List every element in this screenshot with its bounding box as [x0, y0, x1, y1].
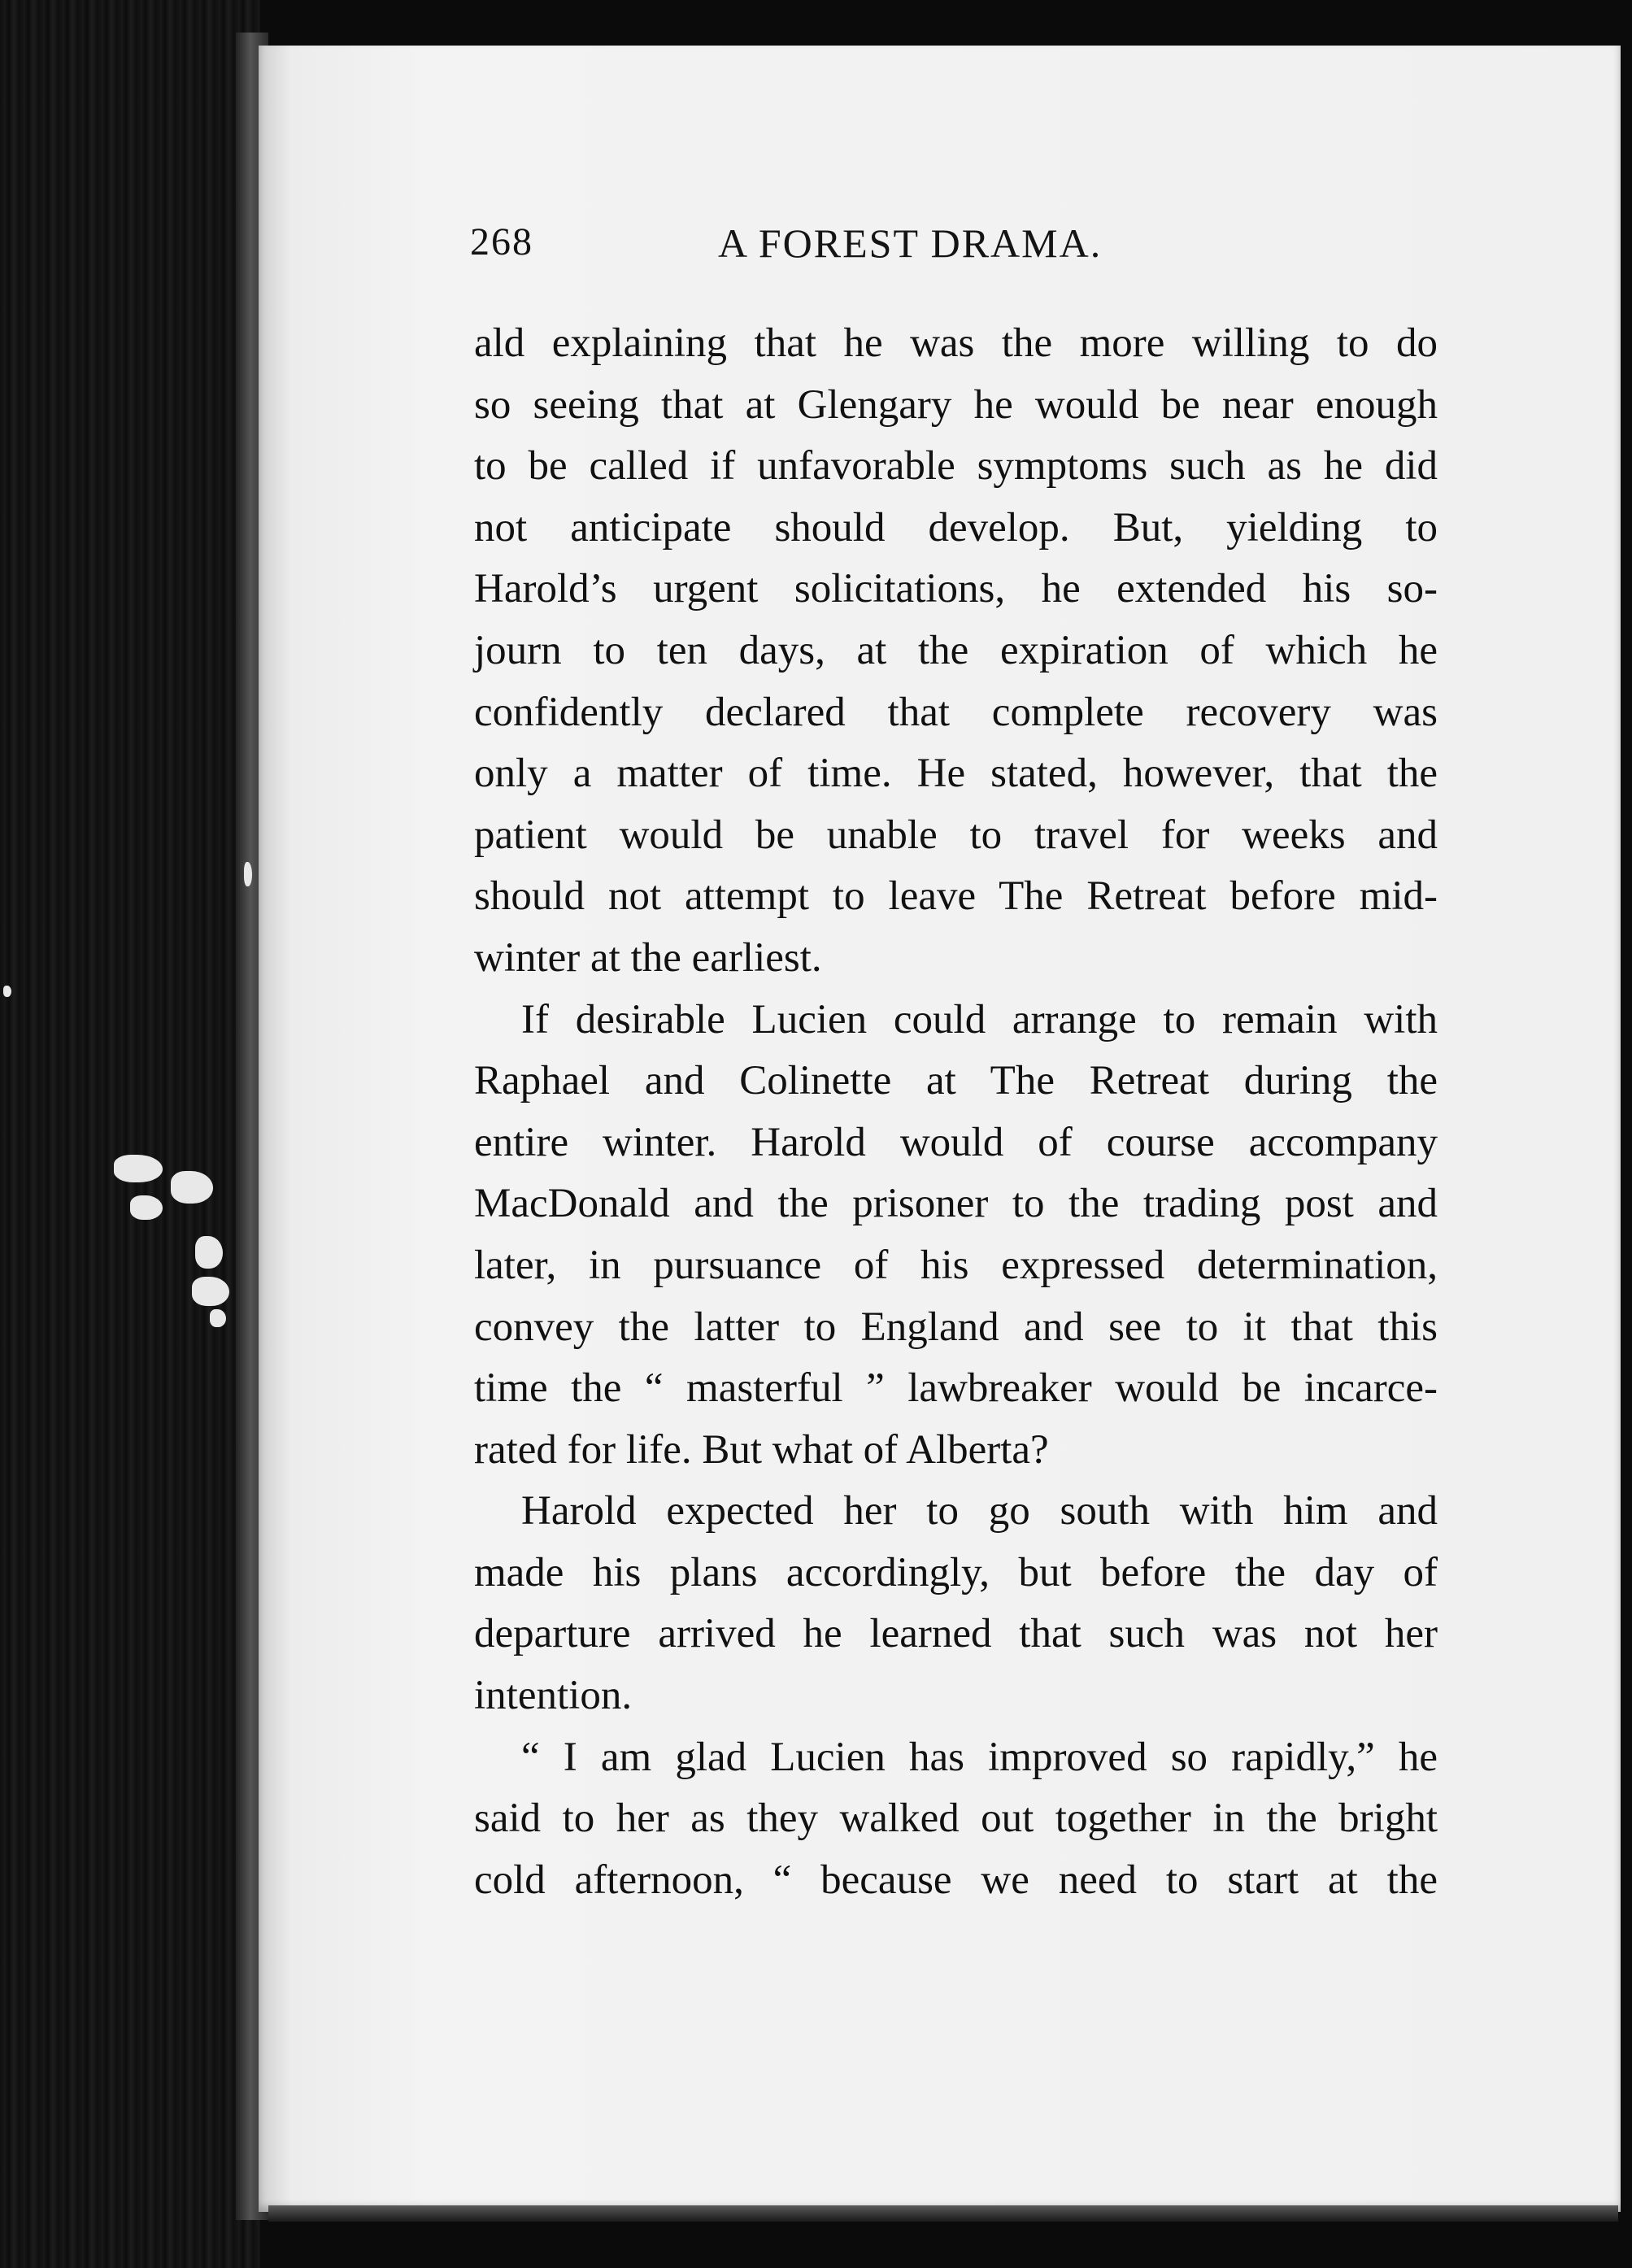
text-line: made his plans accordingly, but before the day of — [474, 1549, 1438, 1595]
binding-speck — [244, 862, 252, 886]
text-line: to be called if unfavorable symptoms such as he did — [474, 443, 1438, 490]
text-line: If desirable Lucien could arrange to remain with — [521, 996, 1438, 1043]
text-line: patient would be unable to travel for weeks and — [474, 812, 1438, 858]
text-line: time the “ masterful ” lawbreaker would be incarce- — [474, 1365, 1438, 1412]
text-line: Harold expected her to go south with him and — [521, 1488, 1438, 1534]
binding-speck — [210, 1309, 226, 1327]
body-text — [474, 313, 1438, 1911]
running-title: A FOREST DRAMA. — [718, 220, 1103, 266]
text-line: only a matter of time. He stated, however, that the — [474, 751, 1438, 797]
text-line: intention. — [474, 1673, 633, 1719]
book-binding — [0, 0, 260, 2268]
page-number: 268 — [470, 220, 533, 263]
text-line: cold afternoon, “ because we need to start at the — [474, 1857, 1438, 1903]
text-line: not anticipate should develop. But, yielding to — [474, 504, 1438, 551]
text-line: “ I am glad Lucien has improved so rapidly,” he — [521, 1734, 1438, 1780]
text-line: entire winter. Harold would of course accompany — [474, 1119, 1438, 1165]
page-header — [470, 220, 1425, 285]
text-line: confidently declared that complete recovery was — [474, 689, 1438, 735]
text-line: ald explaining that he was the more willing to do — [474, 320, 1438, 366]
text-line: rated for life. But what of Alberta? — [474, 1426, 1049, 1473]
text-line: convey the latter to England and see to it that this — [474, 1304, 1438, 1350]
text-line: departure arrived he learned that such was not her — [474, 1611, 1438, 1657]
binding-speck — [114, 1155, 163, 1182]
binding-speck — [195, 1236, 223, 1269]
text-line: later, in pursuance of his expressed determination, — [474, 1242, 1438, 1288]
text-line: MacDonald and the prisoner to the trading post and — [474, 1181, 1438, 1227]
text-line: journ to ten days, at the expiration of which he — [474, 627, 1438, 673]
text-line: so seeing that at Glengary he would be near enough — [474, 381, 1438, 428]
binding-speck — [130, 1195, 163, 1220]
binding-speck — [192, 1277, 229, 1306]
binding-speck — [3, 986, 11, 997]
binding-speck — [171, 1171, 213, 1204]
text-line: said to her as they walked out together in the bright — [474, 1796, 1438, 1842]
text-line: Harold’s urgent solicitations, he extended his so- — [474, 566, 1438, 612]
text-line: should not attempt to leave The Retreat before mid- — [474, 873, 1438, 920]
text-line: winter at the earliest. — [474, 934, 822, 981]
text-line: Raphael and Colinette at The Retreat during the — [474, 1058, 1438, 1104]
page-bottom-edge — [268, 2205, 1618, 2222]
